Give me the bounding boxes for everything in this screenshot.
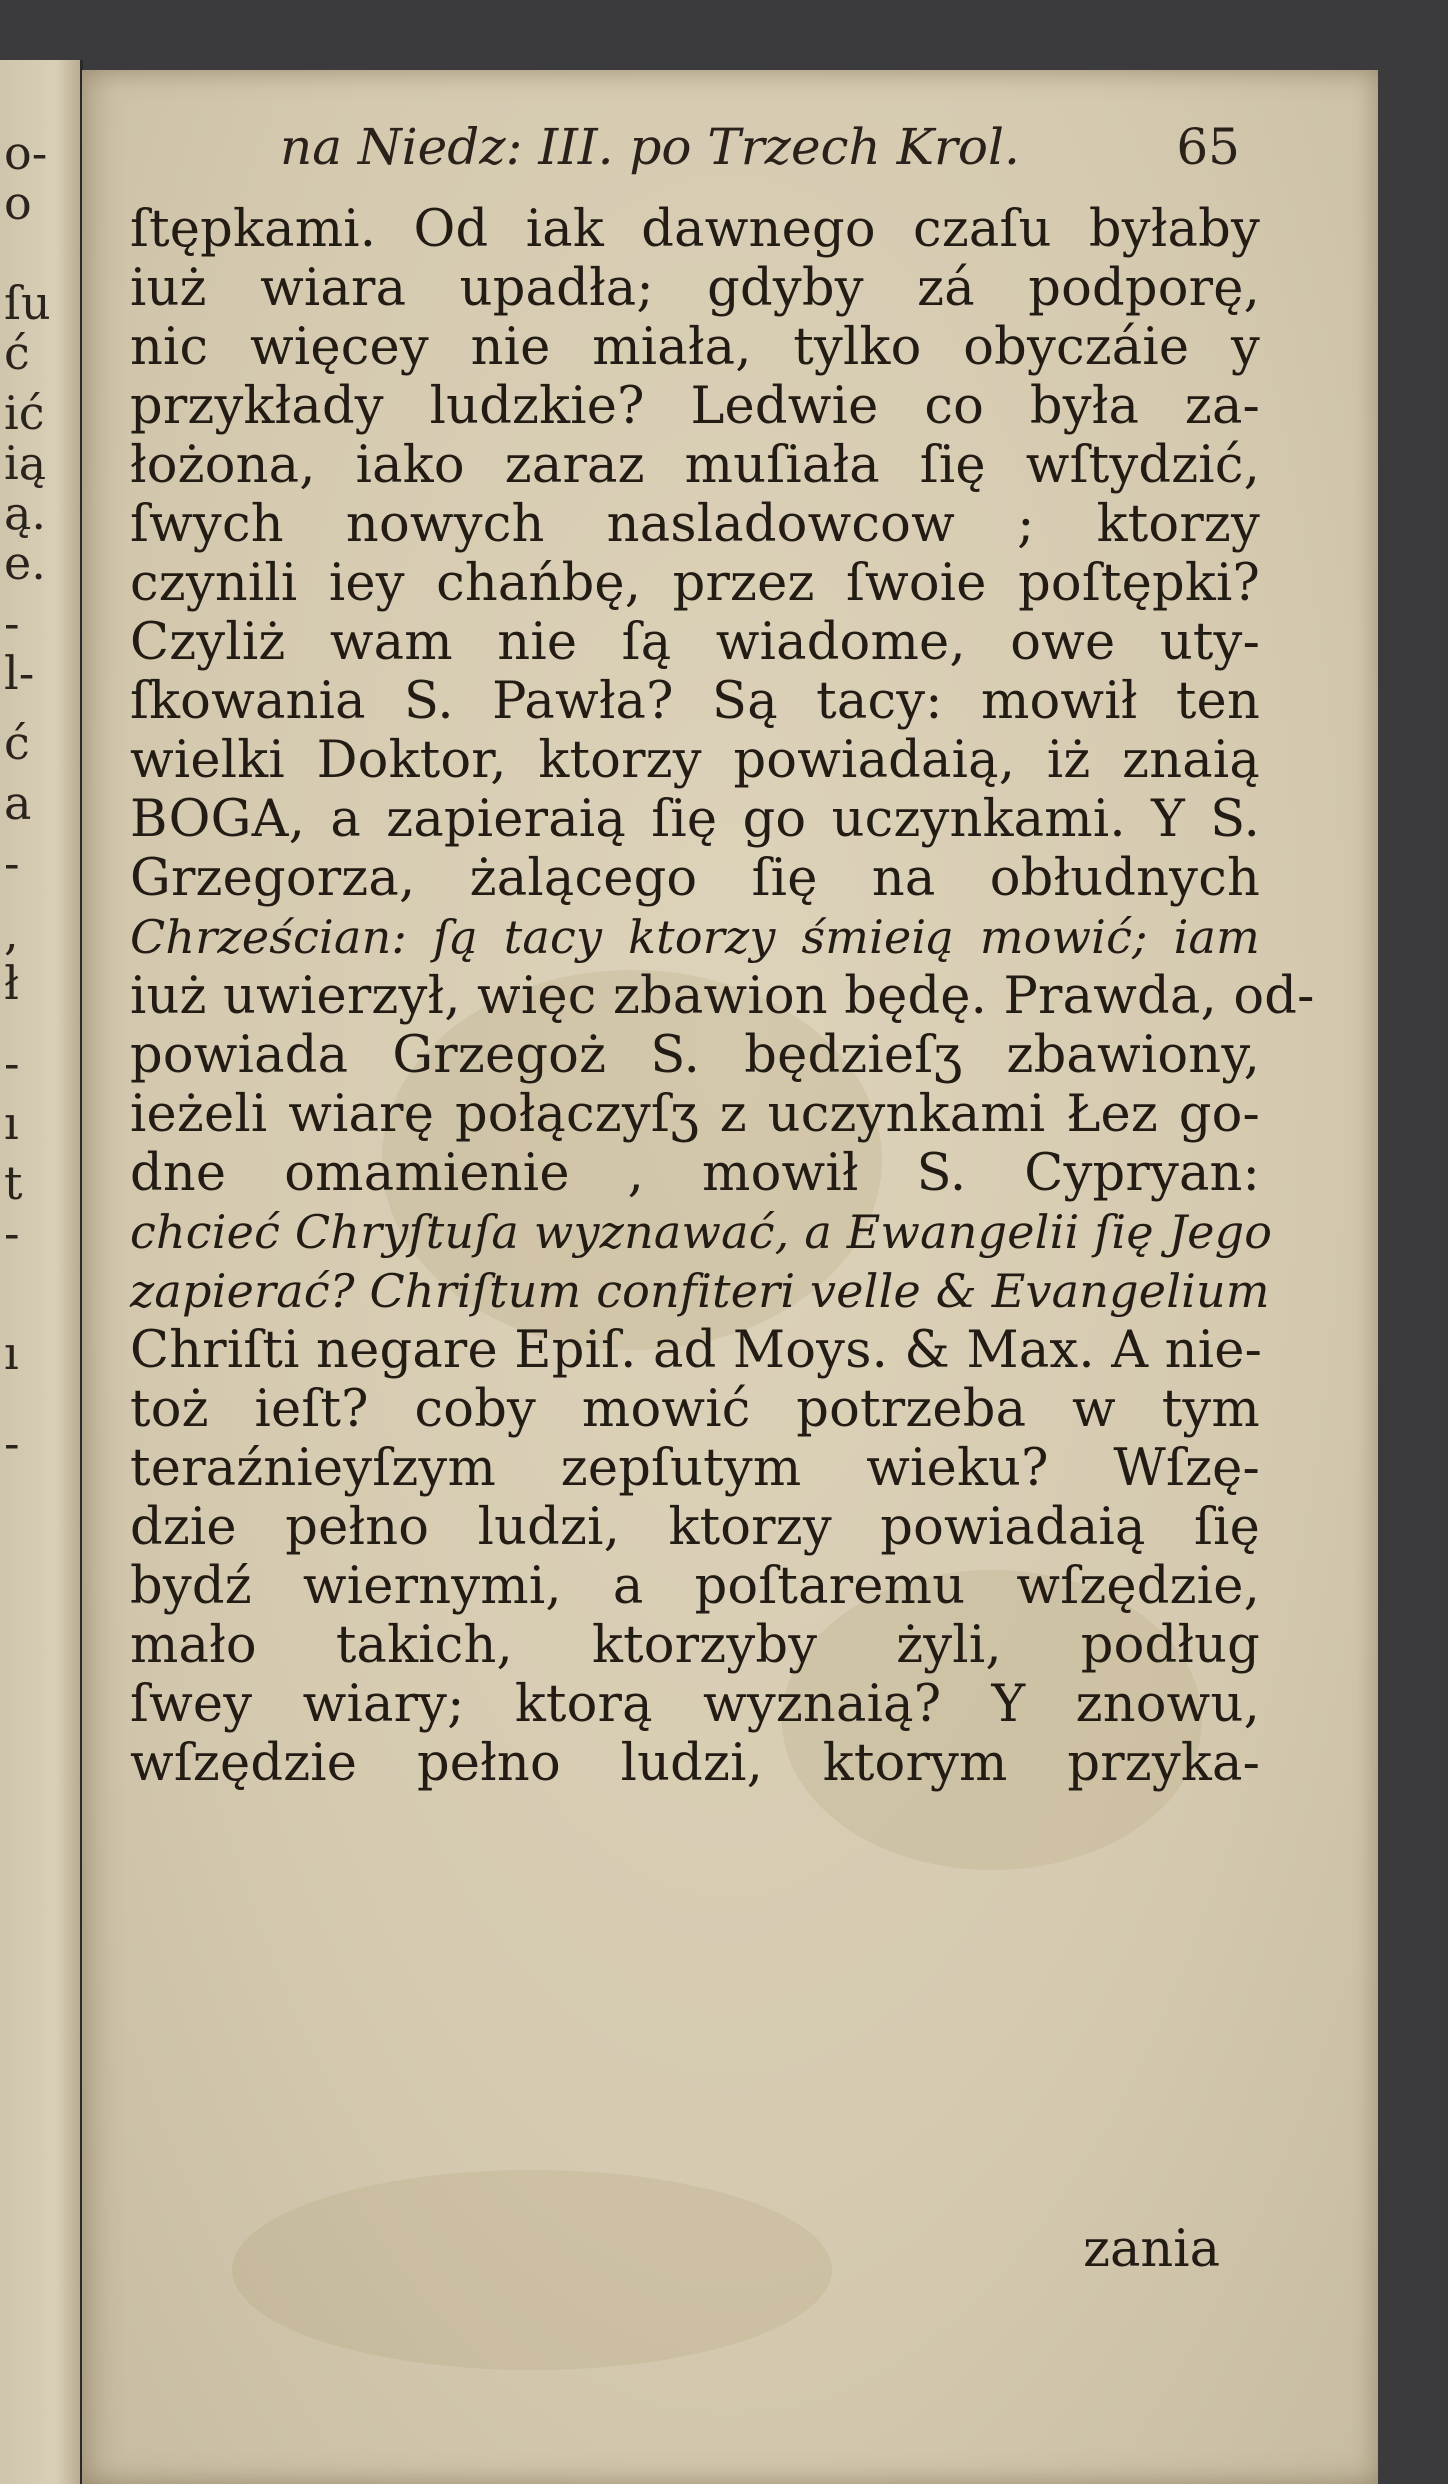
text-line: łożona, iako zaraz muſiała ſię wſtydzić, xyxy=(130,436,1260,495)
previous-page-fragment: ı xyxy=(4,1326,19,1380)
text-line: iuż uwierzył, więc zbawion będę. Prawda, od- xyxy=(130,967,1315,1026)
previous-page-fragment: ć xyxy=(4,326,30,380)
text-line: zapierać? Chriſtum confiteri velle & Evangelium xyxy=(130,1264,1270,1318)
background-edge xyxy=(1378,70,1448,2484)
text-line: wſzędzie pełno ludzi, ktorym przyka- xyxy=(130,1734,1260,1793)
text-line: dzie pełno ludzi, ktorzy powiadaią ſię xyxy=(130,1498,1260,1557)
previous-page-fragment: ią xyxy=(4,436,47,490)
previous-page-edge xyxy=(0,60,83,2484)
text-line: ſwych nowych nasladowcow ; ktorzy xyxy=(130,495,1260,554)
text-line: Chriſti negare Epiſ. ad Moys. & Max. A nie- xyxy=(130,1321,1263,1380)
previous-page-fragment: , xyxy=(4,906,19,960)
previous-page-fragment: - xyxy=(4,1206,20,1260)
body-text xyxy=(130,200,1315,1793)
catchword: zania xyxy=(1083,2220,1220,2279)
text-line: chcieć Chryſtuſa wyznawać, a Ewangelii ſię Jego xyxy=(130,1205,1273,1259)
text-line: czynili iey chańbę, przez ſwoie poſtępki? xyxy=(130,554,1260,613)
previous-page-fragment: - xyxy=(4,1416,20,1470)
page-number: 65 xyxy=(1176,118,1240,176)
text-line: wielki Doktor, ktorzy powiadaią, iż znaią xyxy=(130,731,1260,790)
text-line: toż ieſt? coby mowić potrzeba w tym xyxy=(130,1380,1260,1439)
previous-page-fragment: a xyxy=(4,776,32,830)
text-line: teraźnieyſzym zepſutym wieku? Wſzę- xyxy=(130,1439,1260,1498)
text-line: mało takich, ktorzyby żyli, podług xyxy=(130,1616,1260,1675)
running-title: na Niedz: III. po Trzech Krol. xyxy=(280,118,1020,176)
previous-page-fragment: l- xyxy=(4,646,35,700)
previous-page-fragment: ić xyxy=(4,386,45,440)
text-line: Czyliż wam nie ſą wiadome, owe uty- xyxy=(130,613,1260,672)
previous-page-fragment: ą. xyxy=(4,486,47,540)
previous-page-fragment: e. xyxy=(4,536,46,590)
text-line: iuż wiara upadła; gdyby zá podporę, xyxy=(130,259,1260,318)
page-header xyxy=(190,118,1240,188)
text-line: ſwey wiary; ktorą wyznaią? Y znowu, xyxy=(130,1675,1260,1734)
text-line: dne omamienie , mowił S. Cypryan: xyxy=(130,1144,1260,1203)
text-line: przykłady ludzkie? Ledwie co była za- xyxy=(130,377,1260,436)
previous-page-fragment: ł xyxy=(4,956,19,1010)
text-line: bydź wiernymi, a poſtaremu wſzędzie, xyxy=(130,1557,1260,1616)
previous-page-fragment: - xyxy=(4,1036,20,1090)
previous-page-fragment: o- xyxy=(4,126,48,180)
text-line: ſkowania S. Pawła? Są tacy: mowił ten xyxy=(130,672,1260,731)
previous-page-fragment: ı xyxy=(4,1096,19,1150)
text-line: BOGA, a zapieraią ſię go uczynkami. Y S. xyxy=(130,790,1260,849)
previous-page-fragment: ć xyxy=(4,716,30,770)
previous-page-fragment: ſu xyxy=(4,276,51,330)
previous-page-fragment: - xyxy=(4,836,20,890)
text-line: nic więcey nie miała, tylko obyczáie y xyxy=(130,318,1260,377)
previous-page-fragment: - xyxy=(4,596,20,650)
text-line: ieżeli wiarę połączyſʒ z uczynkami Łez go- xyxy=(130,1085,1260,1144)
previous-page-fragment: o xyxy=(4,176,32,230)
text-line: powiada Grzegoż S. będzieſʒ zbawiony, xyxy=(130,1026,1260,1085)
previous-page-fragment: t xyxy=(4,1156,23,1210)
text-line: ſtępkami. Od iak dawnego czaſu byłaby xyxy=(130,200,1260,259)
text-line: Chrześcian: ſą tacy ktorzy śmieią mowić; iam xyxy=(130,910,1260,964)
text-line: Grzegorza, żalącego ſię na obłudnych xyxy=(130,849,1260,908)
